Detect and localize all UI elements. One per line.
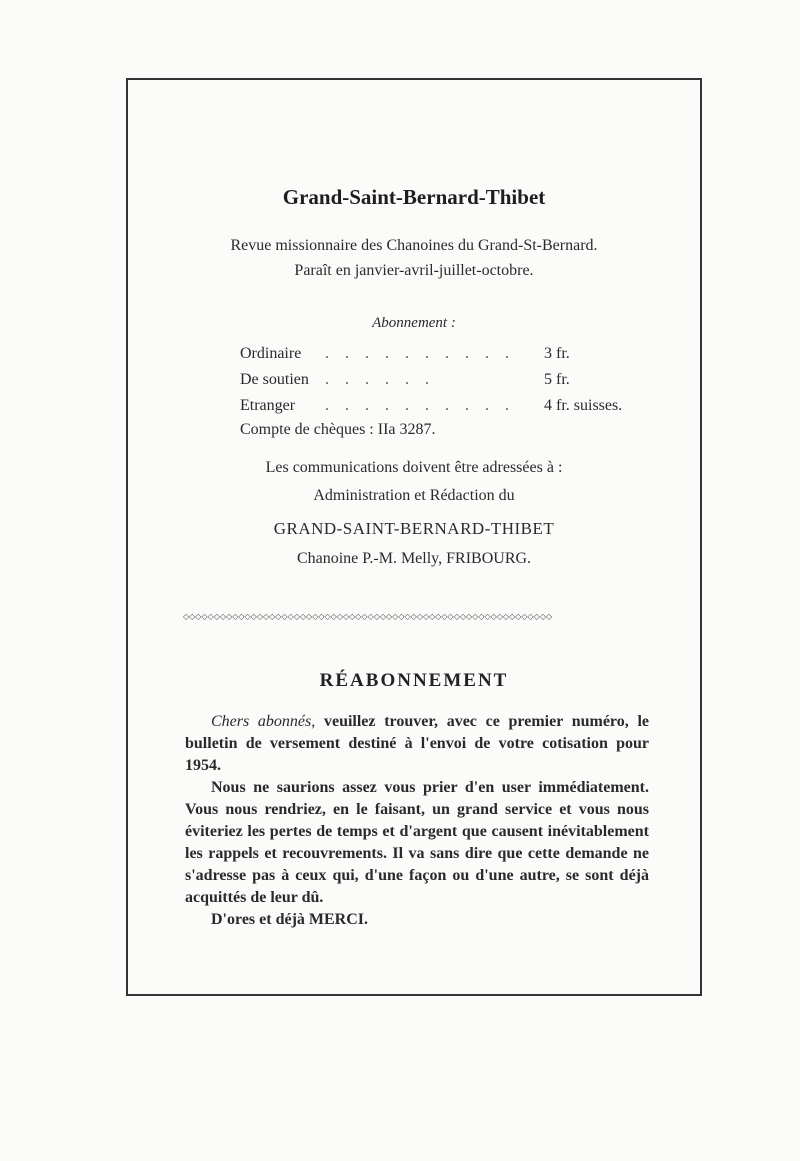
letter-paragraph: Nous ne saurions assez vous prier d'en user immédiatement. Vous nous rendriez, en le faisant, un grand service et vous nous éviteriez les pertes de temps et d'argent que causent inévitablement les rappels et recouvrements. Il va sans dire que cette demande ne s'adresse pas à ceux qui, d'une façon ou d'une autre, se sont déjà acquittés de leur dû.	[185, 779, 649, 906]
letter-paragraph	[185, 711, 649, 777]
reabonnement-heading: RÉABONNEMENT	[319, 670, 509, 691]
reabonnement-letter	[185, 711, 649, 931]
paragraph-text: veuillez trouver, avec ce premier numéro, le bulletin de versement destiné à l'envoi de votre cotisation pour 1954.	[185, 713, 649, 774]
cheque-account: Compte de chèques : IIa 3287.	[240, 421, 436, 438]
revue-name-caps: GRAND-SAINT-BERNARD-THIBET	[273, 519, 555, 538]
revue-subtitle: Revue missionnaire des Chanoines du Grand-St-Bernard.	[230, 237, 598, 254]
communications-note: Les communications doivent être adressées à :	[265, 459, 563, 476]
abonnement-heading: Abonnement :	[372, 315, 456, 331]
rate-price: 3 fr.	[544, 345, 570, 362]
ornamental-divider: ◇◇◇◇◇◇◇◇◇◇◇◇◇◇◇◇◇◇◇◇◇◇◇◇◇◇◇◇◇◇◇◇◇◇◇◇◇◇◇◇◇◇◇◇◇◇◇◇◇◇◇◇◇◇◇◇◇◇◇◇	[183, 613, 553, 621]
rate-price: 5 fr.	[544, 371, 570, 388]
rate-label: De soutien	[240, 371, 309, 388]
publication-schedule: Paraît en janvier-avril-juillet-octobre.	[294, 262, 534, 279]
revue-title: Grand-Saint-Bernard-Thibet	[282, 185, 546, 209]
rate-label: Ordinaire	[240, 345, 302, 362]
rate-row-soutien	[240, 371, 660, 397]
rate-row-etranger	[240, 397, 660, 423]
rate-price: 4 fr. suisses.	[544, 397, 623, 414]
rate-leader-dots: . . . . . . . . . .	[325, 345, 515, 362]
salutation: Chers abonnés,	[211, 713, 316, 730]
administration-line: Administration et Rédaction du	[313, 487, 515, 504]
rate-label: Etranger	[240, 397, 296, 414]
editor-address: Chanoine P.-M. Melly, FRIBOURG.	[296, 550, 532, 567]
letter-closing: D'ores et déjà MERCI.	[211, 911, 369, 928]
rate-leader-dots: . . . . . .	[325, 371, 435, 388]
rate-row-ordinaire	[240, 345, 660, 371]
rate-leader-dots: . . . . . . . . . .	[325, 397, 515, 414]
rates-list	[240, 345, 660, 423]
page-frame	[126, 78, 702, 996]
